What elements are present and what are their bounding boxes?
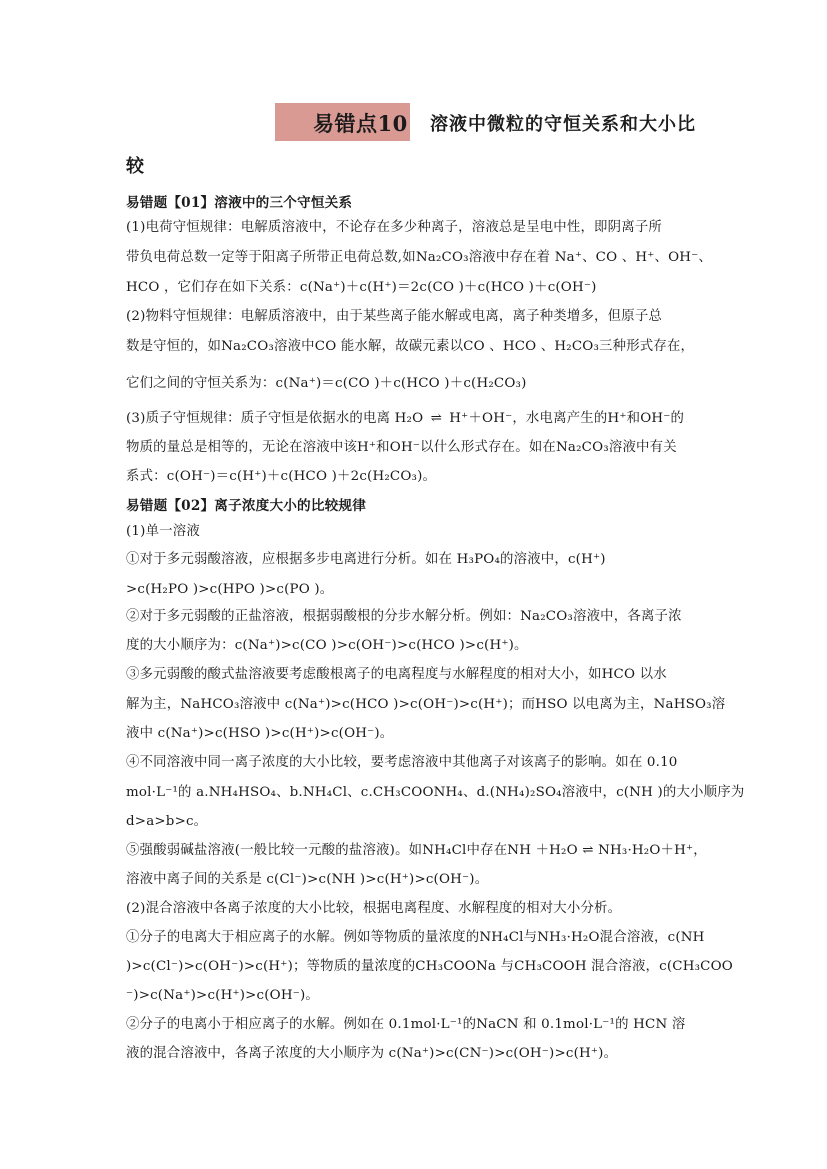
- paragraph-line: ①分子的电离大于相应离子的水解。例如等物质的量浓度的NH₄Cl与NH₃·H₂O混合溶液，c(NH: [126, 930, 705, 945]
- paragraph-line: 溶液中离子间的关系是 c(Cl⁻)>c(NH )>c(H⁺)>c(OH⁻)。: [126, 872, 489, 887]
- paragraph-line: 它们之间的守恒关系为：c(Na⁺)＝c(CO )＋c(HCO )＋c(H₂CO₃): [126, 376, 527, 391]
- paragraph-line: (2)混合溶液中各离子浓度的大小比较，根据电离程度、水解程度的相对大小分析。: [126, 901, 622, 916]
- paragraph-line: 液中 c(Na⁺)>c(HSO )>c(H⁺)>c(OH⁻)。: [126, 726, 394, 741]
- paragraph-line: (2)物料守恒规律：电解质溶液中，由于某些离子能水解或电离，离子种类增多，但原子总: [126, 309, 663, 324]
- paragraph-line: )>c(Cl⁻)>c(OH⁻)>c(H⁺)；等物质的量浓度的CH₃COONa 与CH₃COOH 混合溶液，c(CH₃COO: [126, 959, 733, 974]
- paragraph-line: 度的大小顺序为：c(Na⁺)>c(CO )>c(OH⁻)>c(HCO )>c(H⁺)。: [126, 638, 528, 653]
- equilibrium-arrow: ⇌: [430, 411, 442, 426]
- paragraph-line: ②对于多元弱酸的正盐溶液，根据弱酸根的分步水解分析。例如：Na₂CO₃溶液中，各离子浓: [126, 609, 682, 624]
- section-heading-02: 易错题【02】离子浓度大小的比较规律: [126, 498, 367, 514]
- proton-text-a: (3)质子守恒规律：质子守恒是依据水的电离 H₂O: [126, 411, 424, 426]
- paragraph-line: ⑤强酸弱碱盐溶液(一般比较一元酸的盐溶液)。如NH₄Cl中存在NH ＋H₂O ⇌ NH₃·H₂O＋H⁺，: [126, 843, 707, 858]
- paragraph-line: 数是守恒的，如Na₂CO₃溶液中CO 能水解，故碳元素以CO 、HCO 、H₂CO₃三种形式存在，: [126, 339, 695, 354]
- section-heading-01: 易错题【01】溶液中的三个守恒关系: [126, 195, 353, 211]
- paragraph-line: 物质的量总是相等的，无论在溶液中该H⁺和OH⁻以什么形式存在。如在Na₂CO₃溶液中有关: [126, 440, 677, 455]
- proton-text-b: H⁺＋OH⁻，水电离产生的H⁺和OH⁻的: [449, 411, 685, 426]
- title-main: 易错点10: [313, 111, 408, 136]
- paragraph-line: >c(H₂PO )>c(HPO )>c(PO )。: [126, 582, 334, 597]
- paragraph-line: 液的混合溶液中，各离子浓度的大小顺序为 c(Na⁺)>c(CN⁻)>c(OH⁻)>c(H⁺)。: [126, 1046, 618, 1061]
- paragraph-line: HCO ，它们存在如下关系：c(Na⁺)＋c(H⁺)＝2c(CO )＋c(HCO )＋c(OH⁻): [126, 280, 597, 295]
- paragraph-line: (1)电荷守恒规律：电解质溶液中，不论存在多少种离子，溶液总是呈电中性，即阴离子所: [126, 220, 663, 235]
- paragraph-line: ①对于多元弱酸溶液，应根据多步电离进行分析。如在 H₃PO₄的溶液中，c(H⁺): [126, 552, 606, 567]
- title-subtitle: 溶液中微粒的守恒关系和大小比: [430, 114, 696, 135]
- paragraph-line: d>a>b>c。: [126, 814, 208, 829]
- paragraph-line: ④不同溶液中同一离子浓度的大小比较，要考虑溶液中其他离子对该离子的影响。如在 0.10: [126, 755, 678, 770]
- paragraph-line: ③多元弱酸的酸式盐溶液要考虑酸根离子的电离程度与水解程度的相对大小，如HCO 以水: [126, 667, 667, 682]
- paragraph-line: mol·L⁻¹的 a.NH₄HSO₄、b.NH₄Cl、c.CH₃COONH₄、d.(NH₄)₂SO₄溶液中，c(NH )的大小顺序为: [126, 785, 745, 800]
- paragraph-line: ②分子的电离小于相应离子的水解。例如在 0.1mol·L⁻¹的NaCN 和 0.1mol·L⁻¹的 HCN 溶: [126, 1017, 686, 1032]
- paragraph-line: 解为主，NaHCO₃溶液中 c(Na⁺)>c(HCO )>c(OH⁻)>c(H⁺)；而HSO 以电离为主，NaHSO₃溶: [126, 697, 726, 712]
- paragraph-line: 系式：c(OH⁻)＝c(H⁺)＋c(HCO )＋2c(H₂CO₃)。: [126, 469, 437, 484]
- paragraph-line: 带负电荷总数一定等于阳离子所带正电荷总数,如Na₂CO₃溶液中存在着 Na⁺、CO 、H⁺、OH⁻、: [126, 250, 712, 265]
- title-continuation: 较: [126, 156, 144, 177]
- paragraph-line: ⁻)>c(Na⁺)>c(H⁺)>c(OH⁻)。: [126, 988, 320, 1003]
- paragraph-line: (1)单一溶液: [126, 524, 200, 539]
- paragraph-line-proton: [126, 410, 684, 428]
